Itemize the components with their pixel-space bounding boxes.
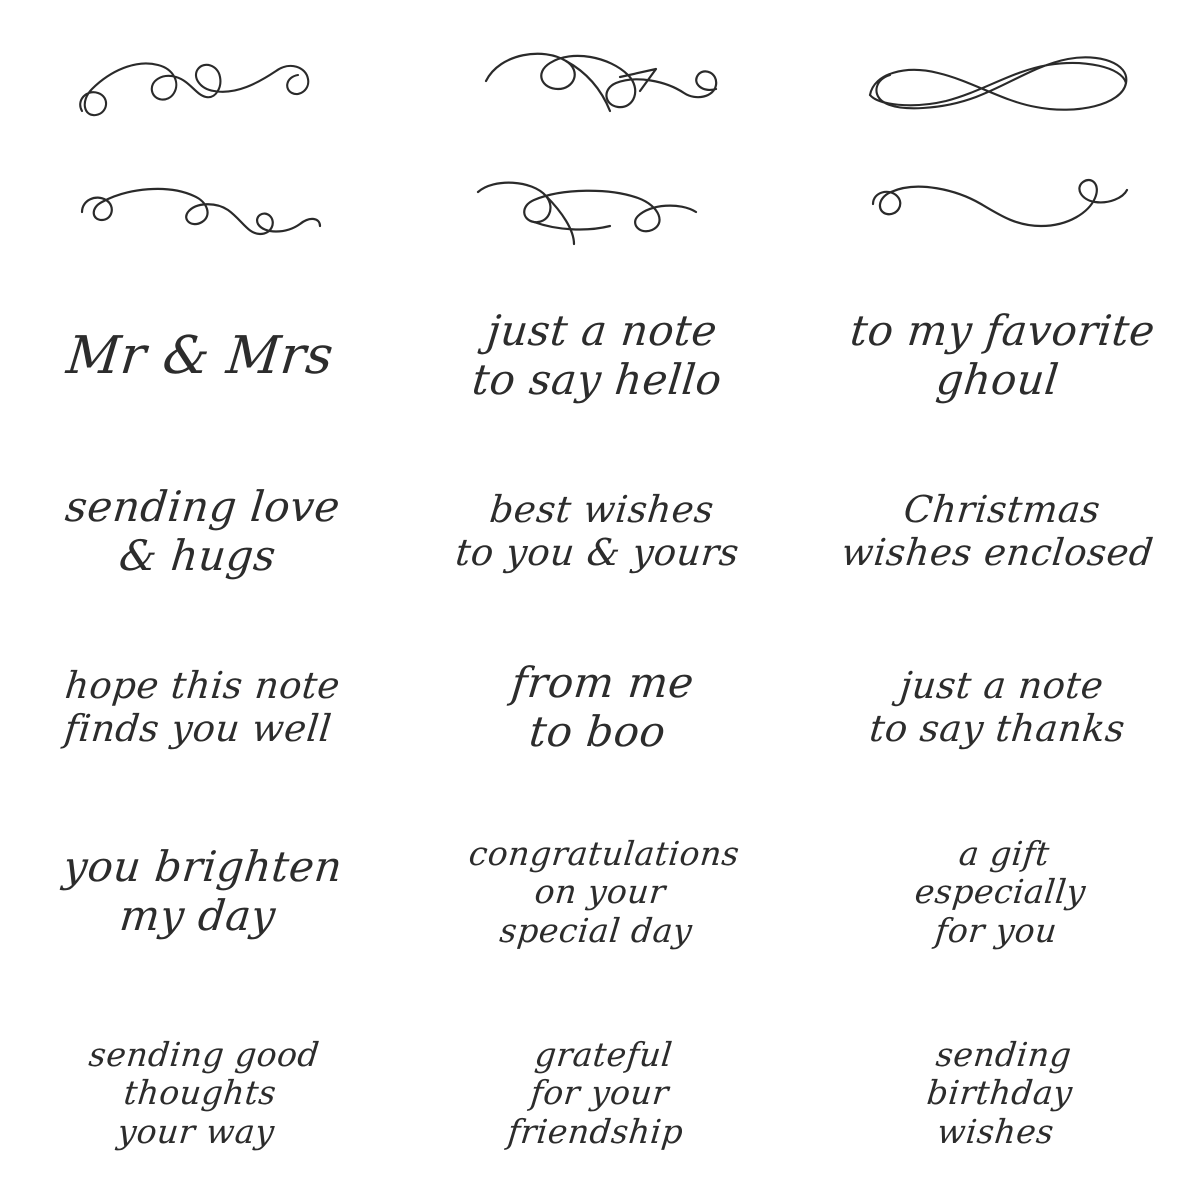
phrase-best-wishes — [400, 444, 800, 620]
phrase-line: to you & yours — [454, 531, 742, 574]
phrase-a-gift-for-you — [800, 796, 1200, 988]
phrase-christmas-wishes — [800, 444, 1200, 620]
phrase-line: finds you well — [62, 707, 334, 750]
phrase-mr-and-mrs — [0, 268, 400, 444]
phrase-line: ghoul — [933, 355, 1062, 404]
phrase-line: just a note — [485, 306, 721, 356]
phrase-line: just a note — [898, 664, 1107, 708]
phrase-hope-this-note — [0, 620, 400, 796]
phrase-line: friendship — [506, 1111, 686, 1151]
phrase-just-a-note-thanks — [800, 620, 1200, 796]
phrase-congratulations — [400, 796, 800, 988]
phrase-line: best wishes — [488, 488, 717, 532]
flourish-swirl-triple-loop — [0, 24, 400, 144]
phrase-line: wishes — [935, 1111, 1057, 1151]
phrase-line: my day — [117, 891, 278, 940]
phrase-line: & hugs — [116, 531, 279, 580]
phrase-line: your way — [115, 1111, 277, 1151]
phrase-line: to say thanks — [868, 707, 1128, 750]
phrase-sending-birthday-wishes — [800, 988, 1200, 1198]
phrase-to-my-favorite-ghoul — [800, 268, 1200, 444]
phrase-line: from me — [508, 658, 697, 708]
phrase-grid — [0, 268, 1200, 1198]
phrase-line: sending love — [62, 482, 343, 532]
phrase-just-a-note-hello — [400, 268, 800, 444]
flourish-wave-curl — [0, 152, 400, 272]
phrase-line: on your — [532, 871, 668, 911]
flourish-infinity-ribbon — [800, 24, 1200, 144]
phrase-line: birthday — [925, 1072, 1075, 1112]
flourish-double-scroll-arrow — [400, 24, 800, 144]
phrase-line: to boo — [526, 707, 669, 756]
phrase-from-me-to-boo — [400, 620, 800, 796]
phrase-line: you brighten — [60, 842, 345, 892]
phrase-line: to my favorite — [847, 306, 1158, 356]
phrase-line: Christmas — [902, 488, 1103, 532]
phrase-line: a gift — [956, 833, 1052, 873]
phrase-grateful-friendship — [400, 988, 800, 1198]
flourish-grid — [0, 24, 1200, 264]
phrase-line: to say hello — [470, 355, 725, 404]
flourish-bow-swash — [400, 152, 800, 272]
phrase-line: especially — [912, 871, 1088, 911]
phrase-line: thoughts — [121, 1072, 279, 1112]
phrase-line: Mr & Mrs — [63, 325, 337, 386]
phrase-line: hope this note — [62, 664, 342, 708]
phrase-line: wishes enclosed — [839, 531, 1156, 574]
phrase-you-brighten-my-day — [0, 796, 400, 988]
phrase-line: sending — [934, 1034, 1074, 1074]
phrase-line: for your — [529, 1072, 672, 1112]
phrase-line: special day — [497, 910, 695, 950]
phrase-sending-good-thoughts — [0, 988, 400, 1198]
phrase-sending-love-hugs — [0, 444, 400, 620]
phrase-line: congratulations — [466, 833, 742, 873]
phrase-line: for you — [933, 910, 1059, 950]
flourish-tail-curl — [800, 152, 1200, 272]
phrase-line: sending good — [86, 1034, 322, 1074]
phrase-line: grateful — [533, 1034, 675, 1074]
